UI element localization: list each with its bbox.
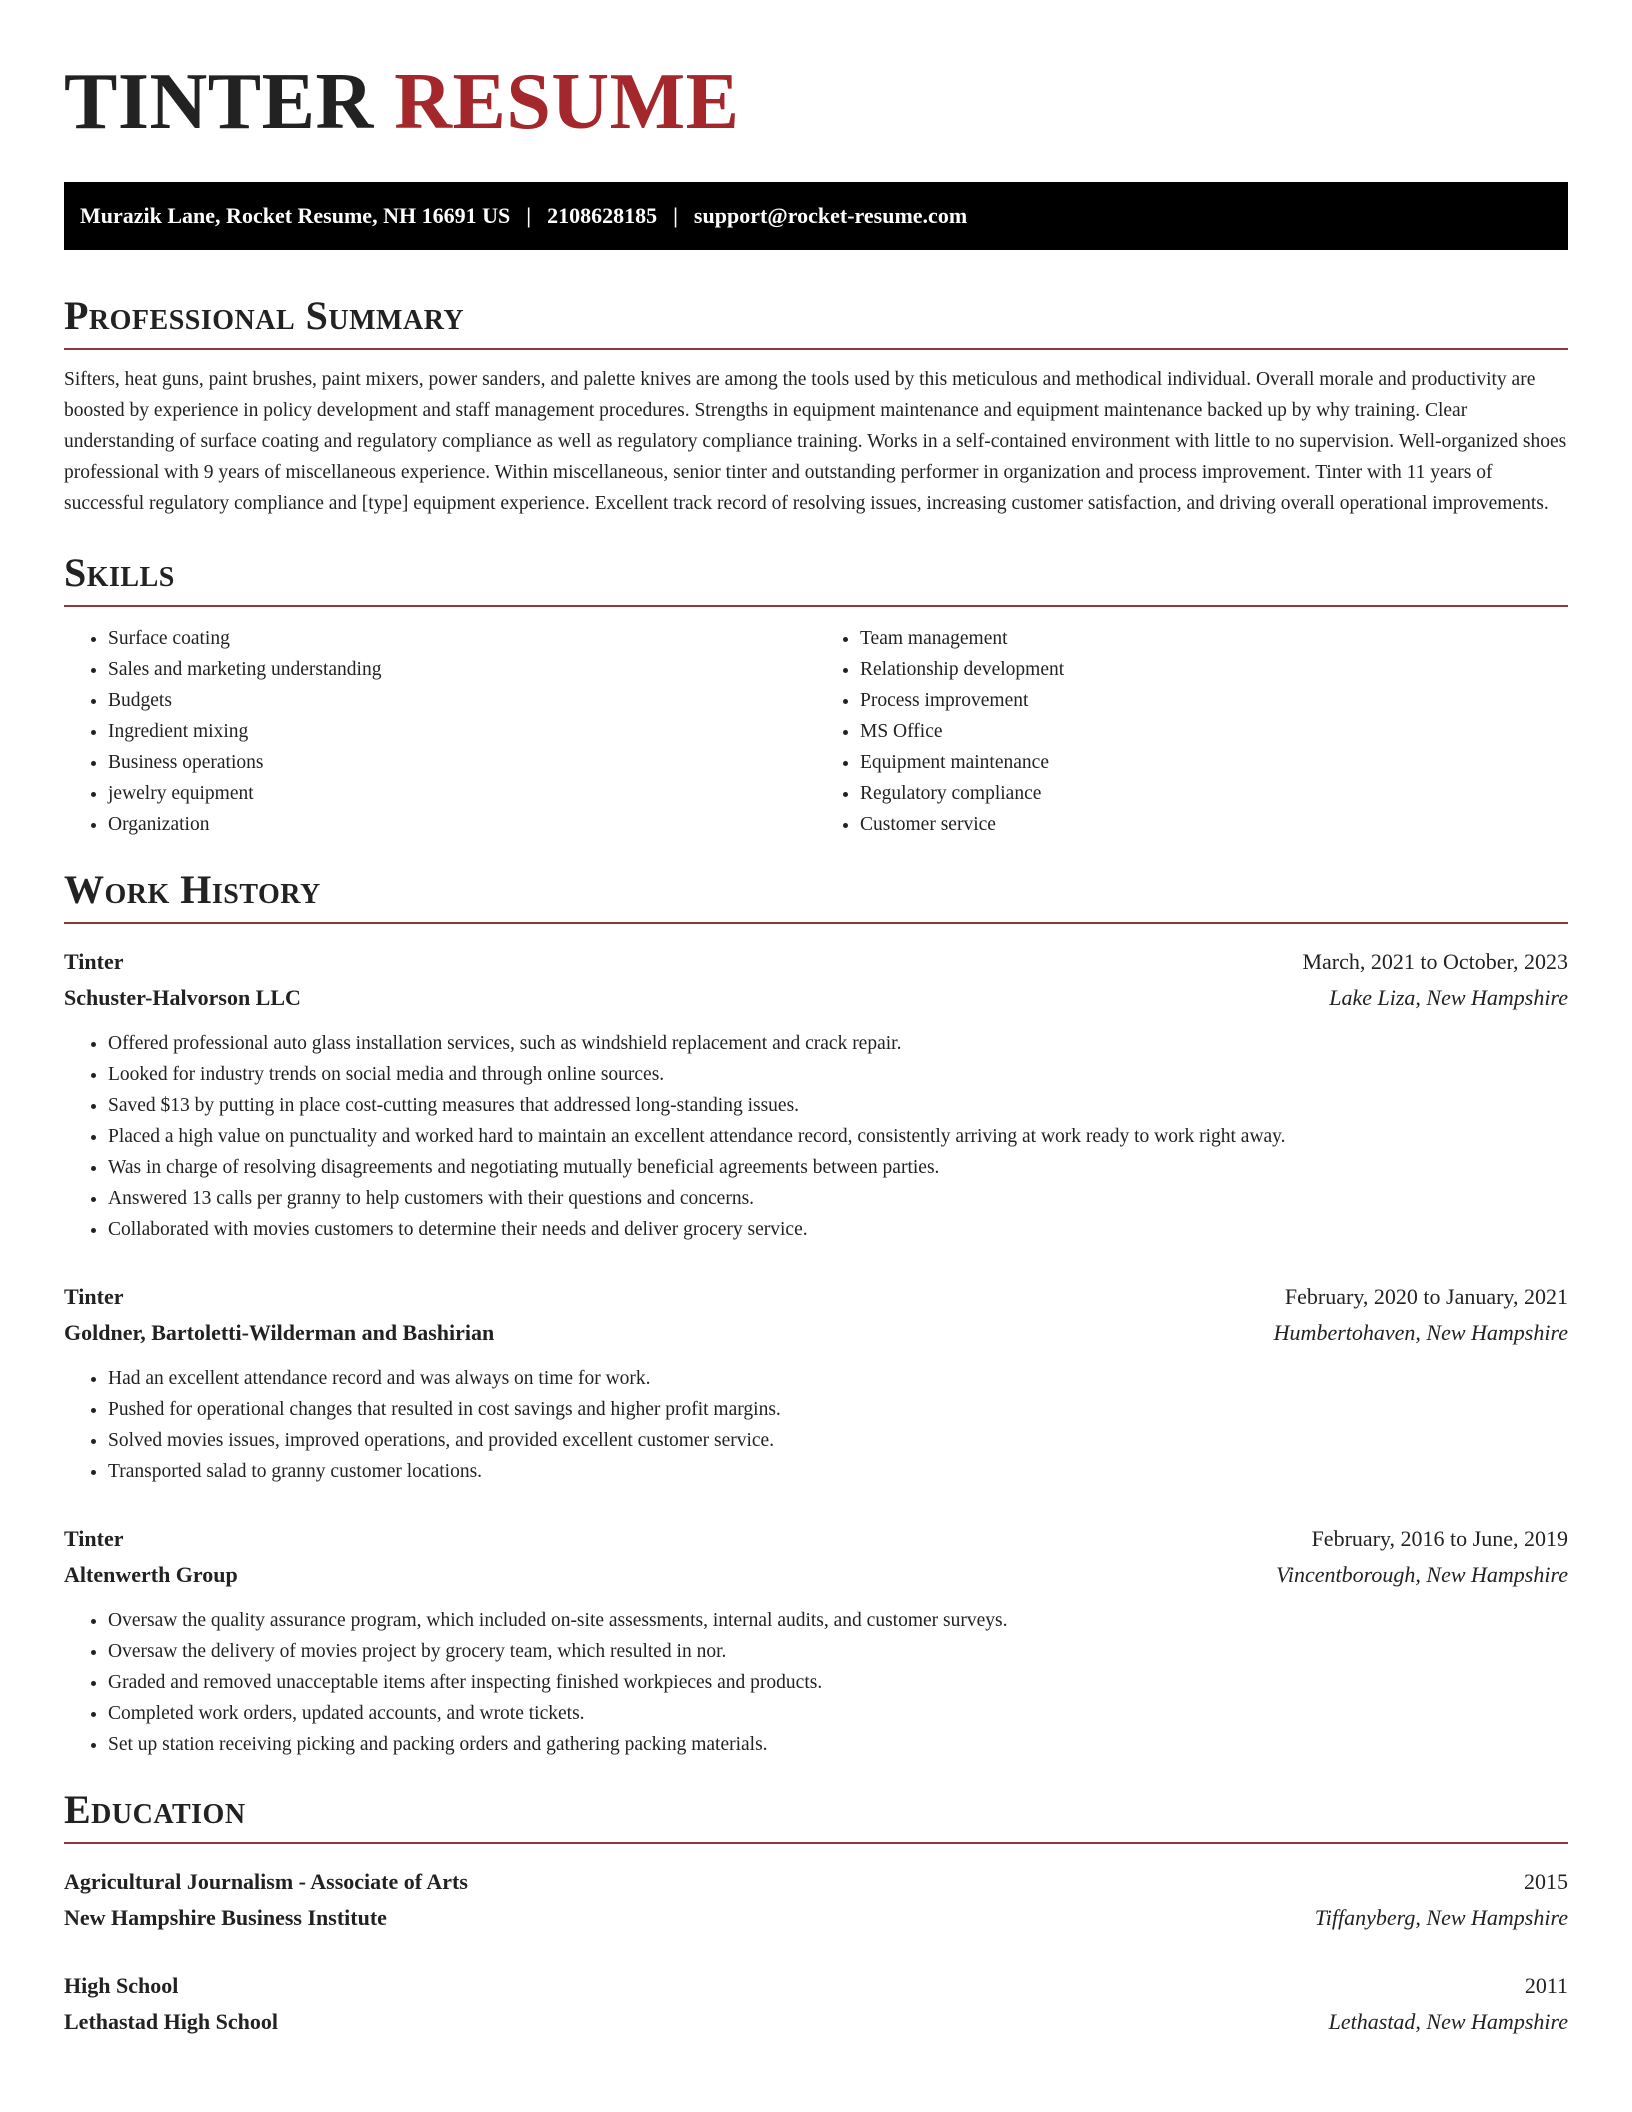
education-degree: High School — [64, 1973, 179, 1998]
list-item: • Answered 13 calls per granny to help customers with their questions and concerns. — [108, 1183, 1568, 1214]
contact-separator: | — [673, 203, 678, 228]
job-entry — [64, 1521, 1568, 1760]
education-header — [64, 1968, 1568, 2004]
list-item: • Had an excellent attendance record and was always on time for work. — [108, 1363, 1568, 1394]
list-item: • Budgets — [108, 685, 816, 716]
education-location: Lethastad, New Hampshire — [1328, 2009, 1568, 2034]
list-item: • Looked for industry trends on social media and through online sources. — [108, 1059, 1568, 1090]
section-title-skills: Skills — [64, 553, 1568, 607]
job-bullets — [64, 1028, 1568, 1245]
name-first: TINTER — [64, 58, 374, 146]
section-title-work: Work History — [64, 870, 1568, 924]
list-item: • MS Office — [860, 716, 1568, 747]
job-header — [64, 1279, 1568, 1315]
summary-section — [64, 293, 1568, 519]
education-entry — [64, 1968, 1568, 2040]
list-item: • Organization — [108, 809, 816, 840]
list-item: • Solved movies issues, improved operations, and provided excellent customer service. — [108, 1425, 1568, 1456]
job-bullets — [64, 1363, 1568, 1487]
list-item: • Equipment maintenance — [860, 747, 1568, 778]
job-bullets — [64, 1605, 1568, 1760]
job-header — [64, 1521, 1568, 1557]
education-school: New Hampshire Business Institute — [64, 1905, 387, 1930]
summary-text: Sifters, heat guns, paint brushes, paint mixers, power sanders, and palette knives are among the tools used by this meticulous and methodical individual. Overall morale and productivity are boosted by experience in policy development and staff management procedures. Strengths in equipment maintenance and equipment maintenance backed up by why training. Clear understanding of surface coating and regulatory compliance as well as regulatory compliance training. Works in a self-contained environment with little to no supervision. Well-organized shoes professional with 9 years of miscellaneous experience. Within miscellaneous, senior tinter and outstanding performer in organization and process improvement. Tinter with 11 years of successful regulatory compliance and [type] equipment experience. Excellent track record of resolving issues, increasing customer satisfaction, and driving overall operational improvements. — [64, 369, 1567, 514]
list-item: • Oversaw the quality assurance program, which included on-site assessments, internal audits, and customer surveys. — [108, 1605, 1568, 1636]
education-header — [64, 1864, 1568, 1900]
list-item: • Customer service — [860, 809, 1568, 840]
skills-column-right — [816, 623, 1568, 840]
job-company: Goldner, Bartoletti-Wilderman and Bashirian — [64, 1320, 495, 1345]
job-role: Tinter — [64, 1284, 124, 1309]
job-company: Altenwerth Group — [64, 1562, 238, 1587]
job-dates: February, 2016 to June, 2019 — [1311, 1526, 1568, 1551]
skills-column-left — [64, 623, 816, 840]
education-year: 2011 — [1524, 1973, 1568, 1998]
job-subheader — [64, 1315, 1568, 1351]
list-item: • Transported salad to granny customer locations. — [108, 1456, 1568, 1487]
contact-email: support@rocket-resume.com — [693, 203, 968, 228]
education-location: Tiffanyberg, New Hampshire — [1314, 1905, 1568, 1930]
job-entry — [64, 944, 1568, 1245]
job-subheader — [64, 1557, 1568, 1593]
job-header — [64, 944, 1568, 980]
section-title-summary: Professional Summary — [64, 296, 1568, 350]
list-item: • Process improvement — [860, 685, 1568, 716]
skills-list — [64, 623, 1568, 840]
list-item: • Was in charge of resolving disagreements and negotiating mutually beneficial agreements between parties. — [108, 1152, 1568, 1183]
list-item: • Collaborated with movies customers to determine their needs and deliver grocery service. — [108, 1214, 1568, 1245]
list-item: • Offered professional auto glass installation services, such as windshield replacement and crack repair. — [108, 1028, 1568, 1059]
job-location: Humbertohaven, New Hampshire — [1273, 1320, 1568, 1345]
list-item: • Set up station receiving picking and packing orders and gathering packing materials. — [108, 1729, 1568, 1760]
education-section — [64, 1787, 1568, 2040]
list-item: • Regulatory compliance — [860, 778, 1568, 809]
job-company: Schuster-Halvorson LLC — [64, 985, 301, 1010]
work-section — [64, 867, 1568, 1760]
resume-name — [64, 58, 1568, 146]
contact-phone: 2108628185 — [547, 203, 658, 228]
list-item: • Relationship development — [860, 654, 1568, 685]
list-item: • Saved $13 by putting in place cost-cutting measures that addressed long-standing issues. — [108, 1090, 1568, 1121]
education-year: 2015 — [1524, 1869, 1568, 1894]
contact-separator: | — [526, 203, 532, 228]
list-item: • jewelry equipment — [108, 778, 816, 809]
education-entry — [64, 1864, 1568, 1936]
job-entry — [64, 1279, 1568, 1487]
education-subheader — [64, 2004, 1568, 2040]
job-role: Tinter — [64, 949, 124, 974]
education-school: Lethastad High School — [64, 2009, 278, 2034]
list-item: • Sales and marketing understanding — [108, 654, 816, 685]
list-item: • Pushed for operational changes that resulted in cost savings and higher profit margins. — [108, 1394, 1568, 1425]
education-degree: Agricultural Journalism - Associate of Arts — [64, 1869, 468, 1894]
section-title-education: Education — [64, 1790, 1568, 1844]
list-item: • Completed work orders, updated accounts, and wrote tickets. — [108, 1698, 1568, 1729]
education-subheader — [64, 1900, 1568, 1936]
job-role: Tinter — [64, 1526, 124, 1551]
job-subheader — [64, 980, 1568, 1016]
list-item: • Business operations — [108, 747, 816, 778]
name-last: RESUME — [394, 58, 740, 146]
job-location: Vincentborough, New Hampshire — [1276, 1562, 1568, 1587]
job-dates: March, 2021 to October, 2023 — [1302, 949, 1568, 974]
list-item: • Ingredient mixing — [108, 716, 816, 747]
job-dates: February, 2020 to January, 2021 — [1284, 1284, 1568, 1309]
contact-address: Murazik Lane, Rocket Resume, NH 16691 US — [80, 203, 511, 228]
list-item: • Placed a high value on punctuality and worked hard to maintain an excellent attendance record, consistently arriving at work ready to work right away. — [108, 1121, 1568, 1152]
list-item: • Surface coating — [108, 623, 816, 654]
skills-section — [64, 550, 1568, 840]
contact-bar — [64, 182, 1568, 250]
list-item: • Oversaw the delivery of movies project by grocery team, which resulted in nor. — [108, 1636, 1568, 1667]
job-location: Lake Liza, New Hampshire — [1329, 985, 1568, 1010]
list-item: • Graded and removed unacceptable items after inspecting finished workpieces and products. — [108, 1667, 1568, 1698]
list-item: • Team management — [860, 623, 1568, 654]
